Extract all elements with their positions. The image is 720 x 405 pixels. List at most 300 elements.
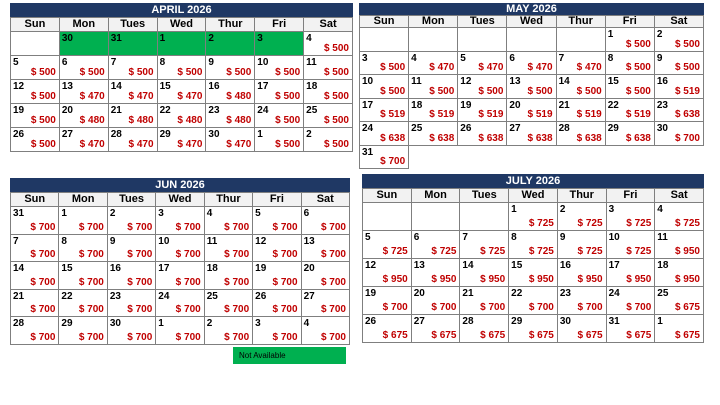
day-price: $ 470 [478,62,504,73]
day-cell-unavailable [109,32,158,56]
day-number: 23 [559,288,571,299]
calendar-april [10,3,353,152]
day-price: $ 519 [380,109,406,120]
day-price: $ 470 [576,62,602,73]
day-number: 9 [109,235,116,247]
day-number: 1 [657,316,663,327]
day-price: $ 500 [226,67,252,78]
calendar-grid [10,17,353,152]
day-cell [507,28,556,52]
day-number: 4 [306,33,312,44]
day-cell [59,207,107,235]
day-price: $ 700 [127,249,153,260]
day-price: $ 700 [224,221,250,233]
day-cell [11,317,59,345]
calendar-grid [10,192,350,345]
day-number: 13 [61,81,73,92]
day-number: 1 [158,318,164,329]
day-cell [11,235,59,263]
day-price: $ 500 [323,115,349,126]
day-cell [255,56,304,80]
day-cell [302,235,350,263]
day-price: $ 700 [175,249,201,260]
day-cell [558,231,607,259]
day-number: 1 [511,204,517,215]
day-cell [412,315,461,343]
day-number: 8 [159,57,166,68]
day-price: $ 700 [272,331,298,343]
day-number: 3 [257,33,263,44]
day-number: 21 [558,99,570,111]
day-cell [507,99,556,123]
day-number: 6 [61,57,68,68]
day-number: 27 [61,129,73,140]
day-number: 14 [558,76,570,87]
calendar-may [359,3,704,169]
day-price: $ 500 [275,139,301,150]
day-price: $ 700 [272,221,298,233]
day-cell [557,28,606,52]
day-price: $ 638 [478,132,504,144]
day-cell [458,75,507,99]
day-number: 11 [206,235,218,247]
day-cell [206,56,255,80]
day-price: $ 700 [480,302,506,313]
day-number: 31 [110,33,122,44]
day-cell [460,259,509,287]
day-price: $ 675 [674,330,700,341]
day-number: 3 [608,204,615,215]
day-number: 31 [13,208,25,219]
day-number: 7 [13,235,19,247]
day-number: 4 [303,318,310,329]
day-cell [11,32,60,56]
day-price: $ 700 [30,304,56,315]
day-price: $ 700 [127,331,153,343]
day-cell [360,52,409,76]
day-price: $ 700 [224,331,250,343]
day-number: 10 [257,57,269,68]
day-price: $ 700 [272,276,298,288]
day-price: $ 950 [528,274,554,285]
day-price: $ 700 [127,276,153,288]
day-price: $ 500 [625,62,651,73]
day-number: 9 [559,232,566,243]
day-cell [655,52,704,76]
day-number: 4 [411,52,417,64]
day-price: $ 675 [480,330,506,341]
day-cell [460,287,509,315]
day-number: 17 [257,81,269,92]
day-number: 15 [61,263,73,274]
day-number: 12 [255,235,267,247]
day-number: 18 [306,81,318,92]
day-price: $ 500 [380,85,406,97]
weekday-header: Wed [507,16,556,28]
day-price: $ 700 [175,276,201,288]
day-price: $ 725 [577,218,603,229]
day-number: 5 [460,52,466,64]
day-price: $ 700 [30,221,56,233]
day-number: 2 [559,204,566,215]
day-number: 1 [61,208,67,219]
day-cell [558,203,607,231]
day-price: $ 500 [674,38,700,50]
day-price: $ 500 [674,62,700,73]
day-cell [509,315,558,343]
day-cell [156,262,204,290]
day-number: 7 [110,57,117,68]
day-cell [302,290,350,318]
day-number: 25 [411,123,423,134]
day-number: 2 [109,208,116,219]
day-number: 21 [462,288,474,299]
weekday-header: Wed [509,189,558,203]
day-number: 2 [656,29,663,40]
day-price: $ 700 [175,304,201,315]
day-number: 12 [460,76,472,87]
day-price: $ 675 [626,330,652,341]
day-number: 29 [159,129,171,140]
day-number: 30 [559,316,571,327]
day-cell [558,259,607,287]
day-number: 13 [509,76,521,87]
day-cell [253,290,301,318]
day-cell [607,315,656,343]
day-cell [655,315,704,343]
day-cell [302,262,350,290]
day-cell [557,75,606,99]
day-cell [253,317,301,345]
day-price: $ 675 [382,330,408,341]
day-cell-unavailable [60,32,109,56]
day-cell [607,231,656,259]
day-price: $ 638 [380,132,406,144]
day-cell-unavailable [255,32,304,56]
day-cell [304,104,353,128]
day-number: 4 [657,204,663,215]
day-cell [360,146,409,170]
day-price: $ 638 [674,109,700,120]
weekday-header: Thur [558,189,607,203]
day-price: $ 700 [30,276,56,288]
day-cell [304,80,353,104]
day-number: 19 [255,263,267,274]
day-cell [108,317,156,345]
day-price: $ 950 [674,274,700,285]
day-cell [205,262,253,290]
day-number: 18 [411,99,423,111]
day-number: 23 [656,99,668,111]
day-price: $ 519 [625,109,651,120]
day-price: $ 500 [527,85,553,97]
day-price: $ 675 [674,302,700,313]
day-price: $ 470 [128,139,154,150]
weekday-header: Sat [302,193,350,207]
day-price: $ 700 [626,302,652,313]
day-cell [655,287,704,315]
day-number: 2 [306,129,312,140]
day-number: 9 [656,52,663,64]
day-number: 24 [608,288,620,299]
day-price: $ 675 [528,330,554,341]
day-cell [460,315,509,343]
weekday-header: Thur [557,16,606,28]
day-price: $ 500 [323,91,349,102]
day-number: 1 [257,129,263,140]
day-number: 16 [656,76,668,87]
day-number: 29 [511,316,523,327]
day-cell [158,128,207,152]
day-cell [606,122,655,146]
day-price: $ 500 [429,85,455,97]
day-price: $ 700 [127,221,153,233]
day-cell [156,290,204,318]
day-price: $ 700 [382,302,408,313]
day-number: 31 [362,146,374,158]
day-cell [655,75,704,99]
weekday-header: Sun [11,193,59,207]
day-number: 20 [413,288,425,299]
day-price: $ 700 [127,304,153,315]
day-number: 18 [206,263,218,274]
weekday-header: Thur [206,18,255,32]
day-number: 19 [365,288,377,299]
day-cell [60,128,109,152]
day-cell [409,99,458,123]
day-number: 30 [109,318,121,329]
day-price: $ 700 [30,331,56,343]
day-price: $ 638 [429,132,455,144]
day-number: 27 [509,123,521,134]
day-price: $ 725 [382,246,408,257]
day-price: $ 519 [478,109,504,120]
day-cell [109,80,158,104]
day-cell [655,99,704,123]
day-price: $ 950 [577,274,603,285]
day-cell [11,104,60,128]
day-price: $ 519 [527,109,553,120]
day-price: $ 725 [431,246,457,257]
day-price: $ 638 [625,132,651,144]
day-cell [205,317,253,345]
day-price: $ 700 [272,249,298,260]
day-number: 10 [158,235,170,247]
day-price: $ 500 [380,62,406,73]
day-cell [59,290,107,318]
day-price: $ 700 [380,156,406,167]
day-price: $ 480 [79,115,105,126]
day-number: 23 [208,105,220,116]
day-number: 17 [608,260,620,271]
day-number: 26 [255,290,267,302]
day-cell [108,262,156,290]
day-cell [255,104,304,128]
day-price: $ 700 [577,302,603,313]
day-cell [507,122,556,146]
day-cell [206,104,255,128]
day-price: $ 700 [272,304,298,315]
day-number: 23 [109,290,121,302]
day-number: 30 [61,33,73,44]
day-number: 11 [657,232,668,243]
day-price: $ 700 [175,221,201,233]
day-cell [458,52,507,76]
day-cell [409,52,458,76]
day-price: $ 500 [625,38,651,50]
day-price: $ 700 [175,331,201,343]
day-cell [253,262,301,290]
day-number: 16 [208,81,220,92]
day-price: $ 950 [431,274,457,285]
day-price: $ 500 [625,85,651,97]
day-number: 25 [306,105,318,116]
day-cell [606,99,655,123]
day-cell [11,128,60,152]
day-price: $ 950 [626,274,652,285]
weekday-header: Sun [363,189,412,203]
day-number: 8 [607,52,614,64]
weekday-header: Sun [11,18,60,32]
day-price: $ 500 [275,67,301,78]
day-price: $ 470 [177,139,203,150]
day-cell [557,52,606,76]
day-cell [458,122,507,146]
day-cell [363,203,412,231]
day-price: $ 700 [78,249,104,260]
day-number: 25 [657,288,669,299]
weekday-header: Fri [253,193,301,207]
day-cell [11,262,59,290]
day-price: $ 638 [527,132,553,144]
day-number: 28 [558,123,570,134]
day-number: 4 [206,208,213,219]
day-number: 14 [462,260,474,271]
day-price: $ 638 [576,132,602,144]
day-cell [509,287,558,315]
day-price: $ 700 [674,132,700,144]
day-number: 6 [509,52,515,64]
day-cell [205,207,253,235]
day-cell [655,203,704,231]
day-number: 2 [208,33,214,44]
day-price: $ 675 [577,330,603,341]
day-number: 21 [13,290,25,302]
day-number: 14 [110,81,122,92]
calendar-title: JUN 2026 [10,178,350,192]
day-cell [409,28,458,52]
day-cell [607,203,656,231]
day-cell [606,75,655,99]
calendar-title: JULY 2026 [362,174,704,188]
calendar-grid [362,188,704,343]
day-cell [363,259,412,287]
day-cell [655,122,704,146]
day-number: 17 [158,263,170,274]
day-price: $ 500 [79,67,105,78]
day-number: 9 [208,57,214,68]
day-cell [59,235,107,263]
day-cell [253,235,301,263]
day-price: $ 725 [577,246,603,257]
day-price: $ 700 [320,304,346,315]
weekday-header: Tues [458,16,507,28]
day-cell [255,128,304,152]
day-cell [59,262,107,290]
day-cell [509,231,558,259]
day-price: $ 725 [528,246,554,257]
day-cell [156,317,204,345]
weekday-header: Tues [109,18,158,32]
day-cell [60,80,109,104]
day-cell [205,235,253,263]
day-cell [509,203,558,231]
weekday-header: Fri [606,16,655,28]
weekday-header: Sat [304,18,353,32]
day-cell [655,231,704,259]
day-number: 15 [511,260,523,271]
day-number: 15 [159,81,171,92]
day-cell [363,287,412,315]
day-price: $ 700 [320,276,346,288]
day-cell [412,231,461,259]
day-cell [108,290,156,318]
day-cell [458,28,507,52]
day-number: 16 [109,263,121,274]
calendar-title: MAY 2026 [359,3,704,15]
day-number: 6 [413,232,420,243]
calendar-july [362,174,704,343]
weekday-header: Mon [409,16,458,28]
day-number: 29 [61,318,73,329]
day-price: $ 725 [480,246,506,257]
legend-not-available: Not Available [233,347,346,364]
weekday-header: Sat [655,189,704,203]
day-cell [302,317,350,345]
day-cell [360,75,409,99]
day-number: 6 [303,208,310,219]
day-cell [412,203,461,231]
weekday-header: Fri [255,18,304,32]
day-cell [11,56,60,80]
day-number: 8 [61,235,67,247]
day-cell [360,122,409,146]
day-cell [558,315,607,343]
day-number: 27 [413,316,425,327]
day-number: 10 [362,76,374,87]
day-price: $ 500 [177,67,203,78]
day-cell [11,80,60,104]
day-price: $ 500 [128,67,154,78]
day-cell [509,259,558,287]
day-cell [557,122,606,146]
day-price: $ 700 [30,249,56,260]
day-number: 27 [303,290,315,302]
day-price: $ 500 [275,91,301,102]
day-cell [363,231,412,259]
day-cell [409,122,458,146]
day-number: 22 [159,105,171,116]
day-price: $ 700 [224,276,250,288]
day-cell [158,104,207,128]
day-price: $ 700 [78,221,104,233]
day-price: $ 519 [674,85,700,97]
day-number: 13 [303,235,315,247]
day-cell [156,207,204,235]
day-cell [205,290,253,318]
calendar-grid [359,15,704,169]
day-cell [158,56,207,80]
